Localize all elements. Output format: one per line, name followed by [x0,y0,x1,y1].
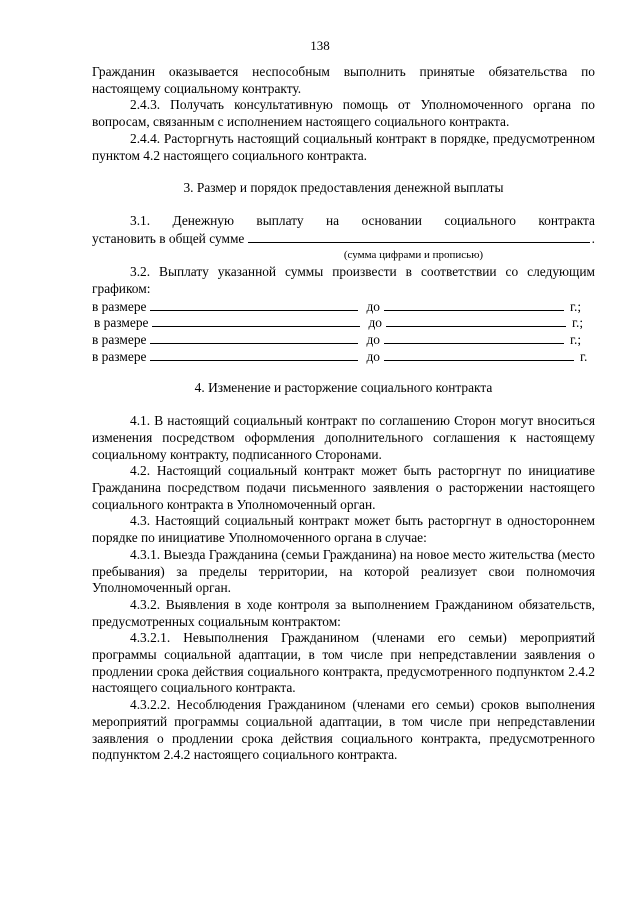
schedule-to-label: до [368,315,382,331]
schedule-year-label: г.; [569,332,582,348]
schedule-amount-field[interactable] [150,331,358,344]
schedule-row [92,314,595,331]
schedule-year-label: г. [579,348,588,364]
schedule-year-label: г.; [569,298,582,314]
page-number: 138 [310,38,330,53]
amount-line [92,230,595,248]
paragraph-4-2: 4.2. Настоящий социальный контракт может быть расторгнут по инициативе Гражданина посредством подачи письменного заявления о расторжении настоящего социального контракта в Уполномоченный орган. [92,463,595,512]
document-body [92,64,595,764]
amount-caption: (сумма цифрами и прописью) [343,249,484,262]
paragraph-4-3-2: 4.3.2. Выявления в ходе контроля за выполнением Гражданином обязательств, предусмотренных социальным контрактом: [92,596,595,629]
schedule-amount-field[interactable] [150,298,358,311]
schedule-to-label: до [366,332,380,348]
schedule-row [92,331,595,348]
section-4-heading: 4. Изменение и расторжение социального контракта [194,380,493,396]
schedule-to-label: до [366,348,380,364]
section-3-heading: 3. Размер и порядок предоставления денежной выплаты [183,180,504,196]
schedule-date-field[interactable] [384,298,564,311]
paragraph-2-4-4: 2.4.4. Расторгнуть настоящий социальный контракт в порядке, предусмотренном пунктом 4.2 настоящего социального контракта. [92,130,595,163]
schedule-date-field[interactable] [384,348,574,361]
paragraph-4-3-2-1: 4.3.2.1. Невыполнения Гражданином (членами его семьи) мероприятий программы социальной адаптации, в том числе при непредставлении заявления о продлении срока действия социального контракта, предусмотренного подпунктом 2.4.2 настоящего социального контракта. [92,630,595,696]
amount-period: . [591,230,595,246]
schedule-label: в размере [92,298,147,314]
schedule-amount-field[interactable] [150,348,358,361]
schedule-date-field[interactable] [384,331,564,344]
amount-label: установить в общей сумме [92,230,245,246]
paragraph-3-1-line1: 3.1. Денежную выплату на основании социального контракта [130,212,595,228]
paragraph-4-3-1: 4.3.1. Выезда Гражданина (семьи Гражданина) на новое место жительства (место пребывания) за пределы территории, на которой реализует свои полномочия Уполномоченный орган. [92,546,595,596]
paragraph-4-3-2-2: 4.3.2.2. Несоблюдения Гражданином (членами его семьи) сроков выполнения мероприятий программы социальной адаптации, в том числе при непредставлении заявления о продлении срока действия социального контракта, предусмотренного подпунктом 2.4.2 настоящего социального контракта. [92,697,595,763]
paragraph-3-2: 3.2. Выплату указанной суммы произвести в соответствии со следующим графиком: [92,264,595,297]
amount-blank-field[interactable] [248,230,589,243]
paragraph-2-4-3: 2.4.3. Получать консультативную помощь от Уполномоченного органа по вопросам, связанным с исполнением настоящего социального контракта. [92,97,595,130]
schedule-to-label: до [366,298,380,314]
schedule-date-field[interactable] [386,314,566,327]
paragraph-4-3: 4.3. Настоящий социальный контракт может быть расторгнут в одностороннем порядке по инициативе Уполномоченного органа в случае: [92,513,595,546]
schedule-amount-field[interactable] [152,314,360,327]
paragraph: Гражданин оказывается неспособным выполнить принятые обязательства по настоящему социальному контракту. [92,64,595,96]
schedule-year-label: г.; [571,315,584,331]
schedule-row [92,348,595,365]
schedule-label: в размере [92,348,147,364]
schedule-row [92,298,595,315]
schedule-label: в размере [92,332,147,348]
schedule-label: в размере [94,315,149,331]
paragraph-4-1: 4.1. В настоящий социальный контракт по соглашению Сторон могут вноситься изменения посредством оформления дополнительного соглашения к настоящему социальному контракту, подписанного Сторонами. [92,413,595,462]
